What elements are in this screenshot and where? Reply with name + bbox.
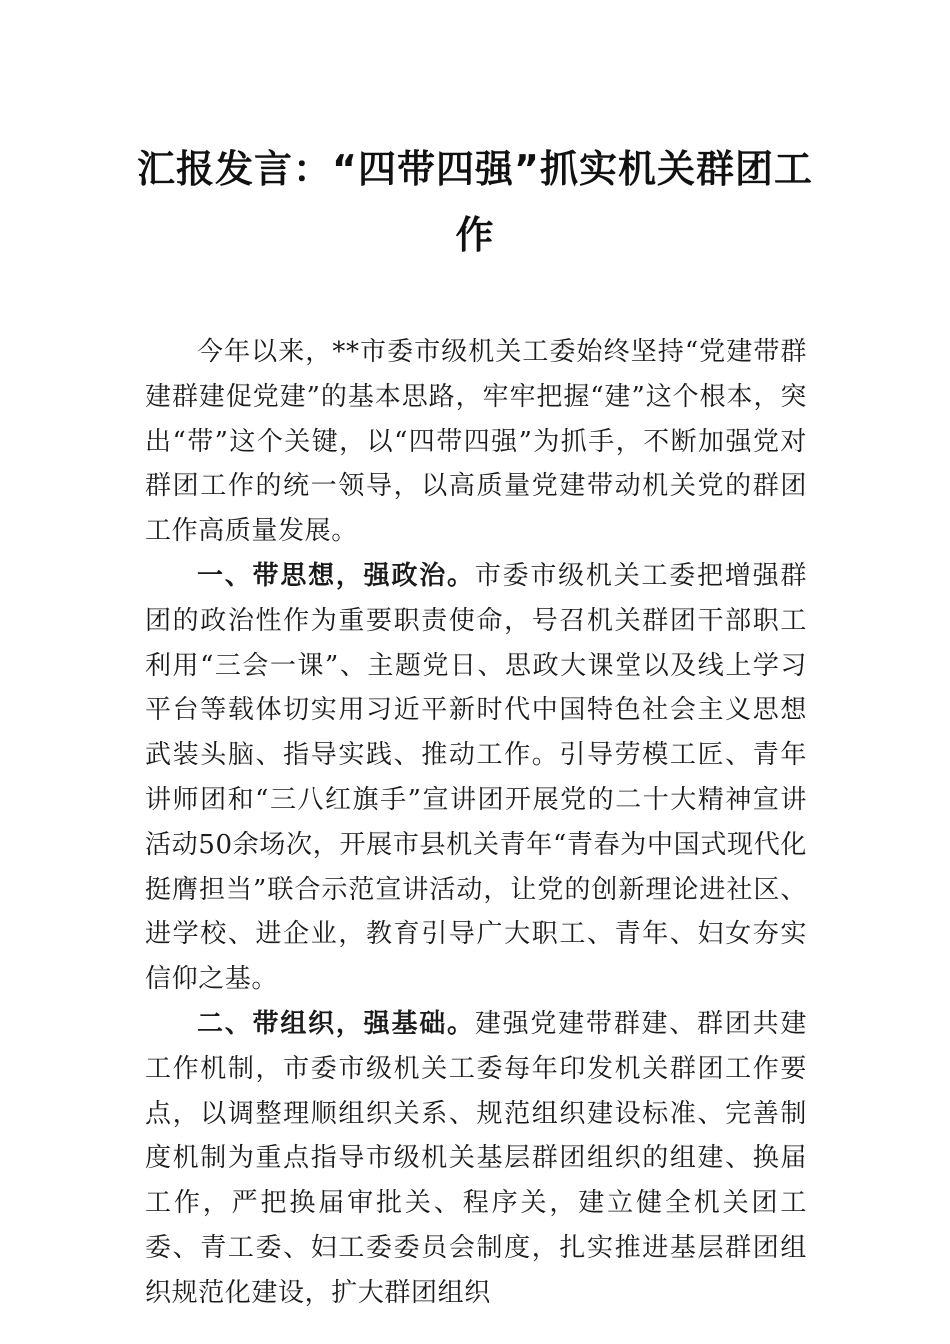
paragraph-text: 市委市级机关工委把增强群团的政治性作为重要职责使命，号召机关群团干部职工利用“三会一课”、主题党日、思政大课堂以及线上学习平台等载体切实用习近平新时代中国特色社会主义思想武装头脑、指导实践、推动工作。引导劳模工匠、青年讲师团和“三八红旗手”宣讲团开展党的二十大精神宣讲活动50余场次，开展市县机关青年“青春为中国式现代化挺膺担当”联合示范宣讲活动，让党的创新理论进社区、进学校、进企业，教育引导广大职工、青年、妇女夯实信仰之基。: [145, 560, 807, 995]
paragraph-text: 今年以来，**市委市级机关工委始终坚持“党建带群建群建促党建”的基本思路，牢牢把握“建”这个根本，突出“带”这个关键，以“四带四强”为抓手，不断加强党对群团工作的统一领导，以高质量党建带动机关党的群团工作高质量发展。: [145, 337, 807, 547]
paragraph-text: 建强党建带群建、群团共建工作机制，市委市级机关工委每年印发机关群团工作要点，以调整理顺组织关系、规范组织建设标准、完善制度机制为重点指导市级机关基层群团组织的组建、换届工作，严把换届审批关、程序关，建立健全机关团工委、青工委、妇工委委员会制度，扎实推进基层群团组织规范化建设，扩大群团组织: [145, 1008, 807, 1308]
paragraph-section-1: [145, 554, 807, 1002]
section-heading: 二、带组织，强基础。: [197, 1008, 475, 1039]
document-body: [145, 330, 807, 1316]
section-heading: 一、带思想，强政治。: [197, 560, 475, 591]
paragraph-intro: [145, 330, 807, 554]
document-title: 汇报发言：“四带四强”抓实机关群团工作: [137, 147, 813, 257]
paragraph-section-2: [145, 1002, 807, 1316]
